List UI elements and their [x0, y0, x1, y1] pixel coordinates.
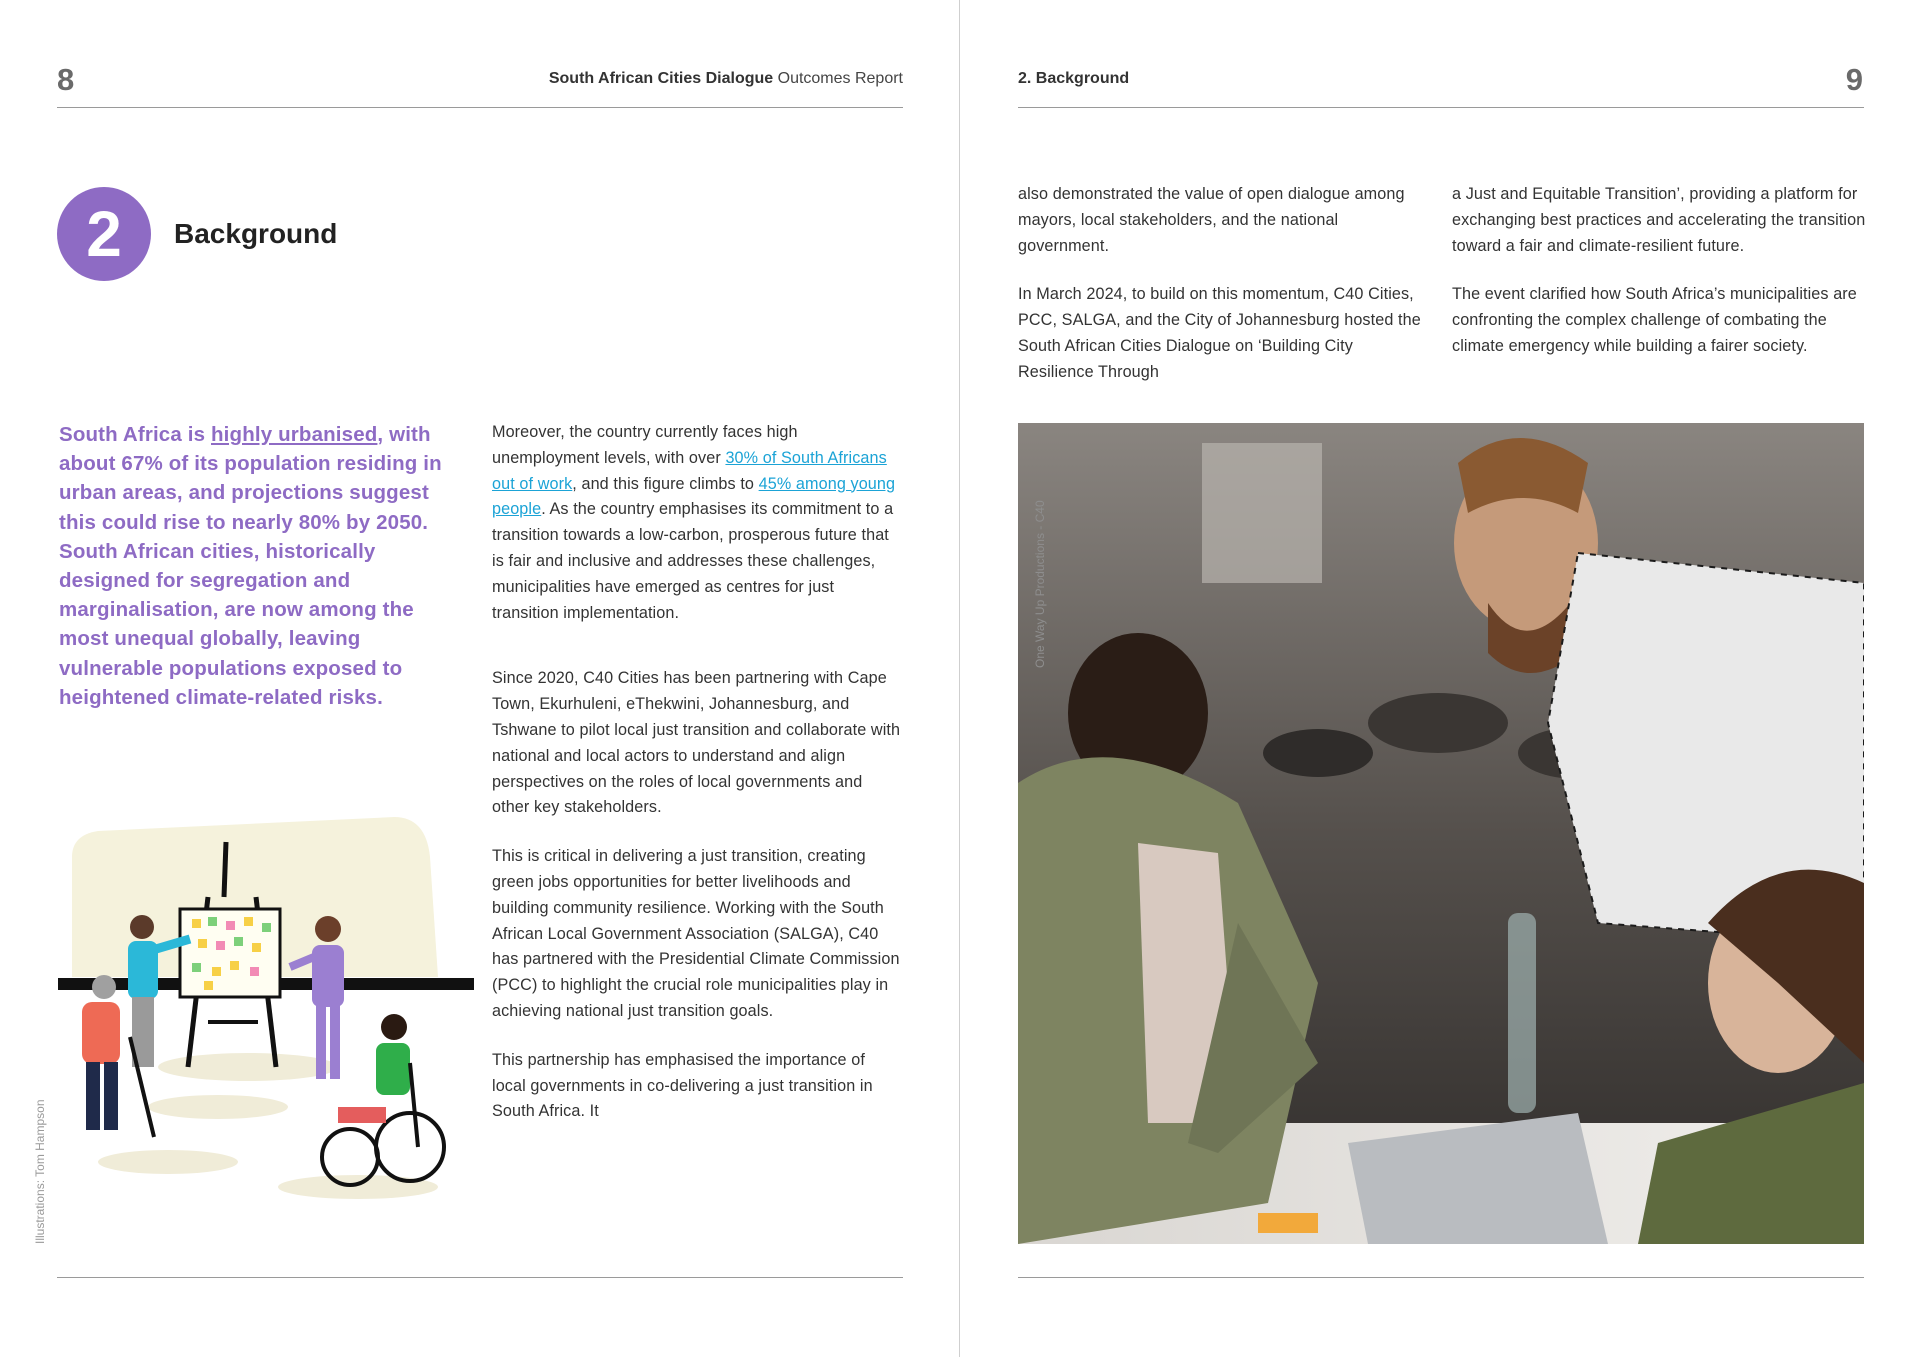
- photo-scene: [1018, 423, 1864, 1244]
- workshop-illustration: [58, 817, 474, 1207]
- paragraph-dialogue-value: also demonstrated the value of open dialogue among mayors, local stakeholders, and the national government.: [1018, 185, 1405, 255]
- page-number-right: 9: [1845, 62, 1863, 97]
- text: . As the country emphasises its commitment to a transition towards a low-carbon, prosperous future that is fair and inclusive and addresses these challenges, municipalities have emerged as centres for just transition implementation.: [492, 500, 894, 622]
- unemployment-link[interactable]: 30% of South Africans out of work: [492, 448, 887, 493]
- lead-text-start: South Africa is: [59, 423, 211, 446]
- section-number-badge: 2: [57, 187, 151, 281]
- footer-rule-right: [1018, 1277, 1864, 1278]
- running-header-title: South African Cities Dialogue: [548, 70, 774, 87]
- paragraph-critical: This is critical in delivering a just transition, creating green jobs opportunities for better livelihoods and building community resilience. Working with the South African Local Government Association (SALGA), C40 has partnered with the Presidential Climate Commission (PCC) to highlight the crucial role municipalities play in achieving national just transition goals.: [492, 847, 900, 1020]
- photo-water-bottle: [1508, 913, 1536, 1113]
- paragraph-partnership: This partnership has emphasised the importance of local governments in co-delivering a just transition in South Africa. It: [492, 1050, 873, 1121]
- text: Moreover, the country currently faces high unemployment levels, with over: [492, 423, 798, 467]
- highly-urbanised-link[interactable]: highly urbanised: [211, 423, 378, 446]
- text: , and this figure climbs to: [572, 474, 759, 493]
- running-header-section: 2. Background: [1018, 70, 1130, 87]
- lead-paragraph: [59, 420, 469, 712]
- footer-rule-left: [57, 1277, 903, 1278]
- photo-sticky-note: [1258, 1213, 1318, 1233]
- header-rule-right: [1018, 107, 1864, 108]
- section-title: Background: [174, 218, 338, 249]
- right-body-column-1: [1018, 182, 1428, 409]
- page-number-left: 8: [57, 62, 75, 97]
- paragraph-transition-platform: a Just and Equitable Transition’, providing a platform for exchanging best practices and accelerating the transition toward a fair and climate-resilient future.: [1452, 185, 1866, 255]
- workshop-photo: [1018, 423, 1864, 1244]
- illustration-credit: Illustrations: Tom Hampson: [33, 1099, 47, 1244]
- paragraph-partnering: Since 2020, C40 Cities has been partnering with Cape Town, Ekurhuleni, eThekwini, Johannesburg, and Tshwane to pilot local just transition and collaborate with national and local actors to understand and align perspectives on the roles of local governments and other key stakeholders.: [492, 669, 901, 817]
- running-header-subtitle: Outcomes Report: [773, 70, 903, 87]
- person-wheelchair: [322, 1014, 444, 1185]
- page-gutter: [959, 0, 960, 1357]
- running-header-left: [549, 70, 903, 88]
- photo-credit: One Way Up Productions - C40: [1033, 500, 1047, 668]
- left-body-column: [492, 420, 902, 1148]
- lead-text-end: , with about 67% of its population residing in urban areas, and projections suggest this could rise to nearly 80% by 2050. South African cities, historically designed for segregation and marginalisation, are now among the most unequal globally, leaving vulnerable populations exposed to heightened climate-related risks.: [59, 423, 442, 709]
- paragraph-unemployment: [492, 420, 902, 626]
- header-rule-left: [57, 107, 903, 108]
- youth-unemployment-link[interactable]: 45% among young people: [492, 474, 896, 519]
- right-body-column-2: [1452, 182, 1872, 383]
- paragraph-event-clarified: The event clarified how South Africa’s municipalities are confronting the complex challenge of combating the climate emergency while building a fairer society.: [1452, 285, 1857, 355]
- running-header-right: [1018, 70, 1129, 88]
- paragraph-march-2024: In March 2024, to build on this momentum, C40 Cities, PCC, SALGA, and the City of Johannesburg hosted the South African Cities Dialogue on ‘Building City Resilience Through: [1018, 285, 1421, 381]
